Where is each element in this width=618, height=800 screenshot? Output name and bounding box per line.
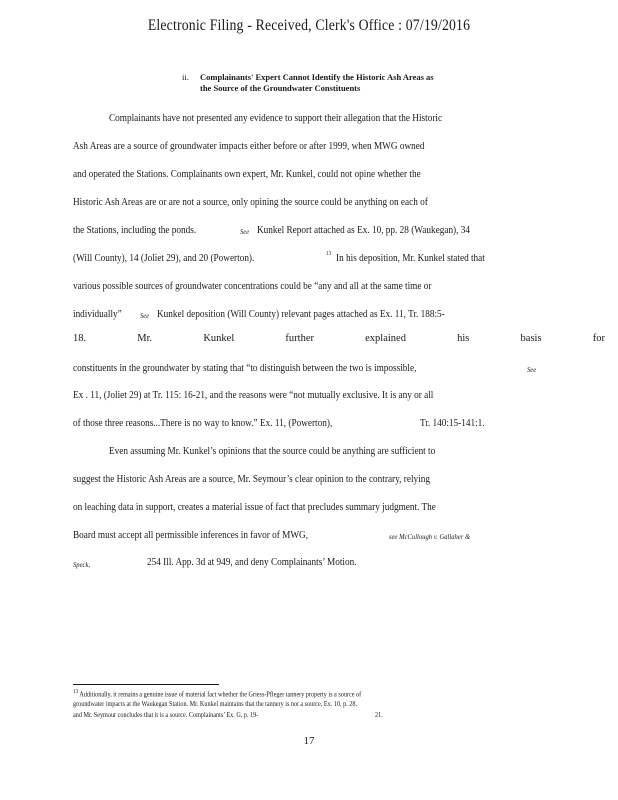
word: his [457,333,470,344]
heading-line-1: Complainants' Expert Cannot Identify the Historic Ash Areas as [200,72,434,82]
body-line-13: Even assuming Mr. Kunkel’s opinions that the source could be anything are sufficient to [109,446,436,457]
body-line-5a: the Stations, including the ponds. [73,225,197,236]
body-line-17: 254 Ill. App. 3d at 949, and deny Complainants’ Motion. [147,557,357,568]
footnote-text: Additionally, it remains a genuine issue of material fact whether the Griess-Pfleger tannery property is a source of [79,690,362,699]
body-line-3: and operated the Stations. Complainants own expert, Mr. Kunkel, could not opine whether the [73,169,421,180]
footnote-reference: 13 [326,251,332,257]
body-line-14: suggest the Historic Ash Areas are a source, Mr. Seymour’s clear opinion to the contrary, relying [73,474,430,485]
word: Mr. [137,333,153,344]
heading-number: ii. [182,72,189,82]
body-line-10: constituents in the groundwater by stating that “to distinguish between the two is impossible, [73,363,417,374]
body-line-6b: In his deposition, Mr. Kunkel stated that [336,253,485,264]
word: for [592,333,605,344]
body-line-12b: Tr. 140:15-141:1. [420,418,485,429]
body-line-5b: Kunkel Report attached as Ex. 10, pp. 28 (Waukegan), 34 [257,225,471,236]
body-line-6a: (Will County), 14 (Joliet 29), and 20 (Powerton). [73,253,255,264]
footnote-line-3b: 21. [375,711,383,719]
word: 18. [73,333,87,344]
body-line-7: various possible sources of groundwater concentrations could be “any and all at the same time or [73,281,432,292]
footnote-line-1 [73,689,361,698]
see-signal: See [240,227,250,236]
word: Kunkel [203,333,235,344]
body-line-11: Ex . 11, (Joliet 29) at Tr. 115: 16-21, and the reasons were “not mutually exclusive. It is any or all [73,390,434,401]
case-citation-cont: Speck, [73,560,91,569]
see-signal: See [140,311,150,320]
body-line-2: Ash Areas are a source of groundwater impacts either before or after 1999, when MWG owned [73,141,425,152]
footnote-divider [73,684,219,685]
page-number: 17 [303,735,315,747]
body-line-16: Board must accept all permissible inferences in favor of MWG, [73,530,309,541]
footnote-mark: 13 [73,689,79,695]
body-line-8b: Kunkel deposition (Will County) relevant pages attached as Ex. 11, Tr. 188:5- [157,309,445,320]
word: further [285,333,314,344]
body-line-9 [73,333,605,344]
body-line-1: Complainants have not presented any evidence to support their allegation that the Historic [109,113,443,124]
body-line-15: on leaching data in support, creates a material issue of fact that precludes summary judgment. The [73,502,436,513]
footnote-line-3a: and Mr. Seymour concludes that it is a source. Complainants’ Ex. G, p. 19- [73,711,259,719]
body-line-12a: of those three reasons...There is no way to know.” Ex. 11, (Powerton), [73,418,333,429]
filing-header: Electronic Filing - Received, Clerk's Office : 07/19/2016 [147,17,471,34]
section-heading [182,72,434,94]
word: explained [365,333,406,344]
heading-line-2: the Source of the Groundwater Constituents [200,83,361,93]
word: basis [520,333,542,344]
body-line-8a: individually” [73,309,122,320]
body-line-4: Historic Ash Areas are or are not a source, only opining the source could be anything on each of [73,197,428,208]
footnote-line-2: groundwater impacts at the Waukegan Station. Mr. Kunkel maintains that the tannery is not a source, Ex. 10, p. 28, [73,700,358,708]
case-citation: see McCullough v. Gallaher & [389,532,471,541]
see-signal: See [527,365,537,374]
